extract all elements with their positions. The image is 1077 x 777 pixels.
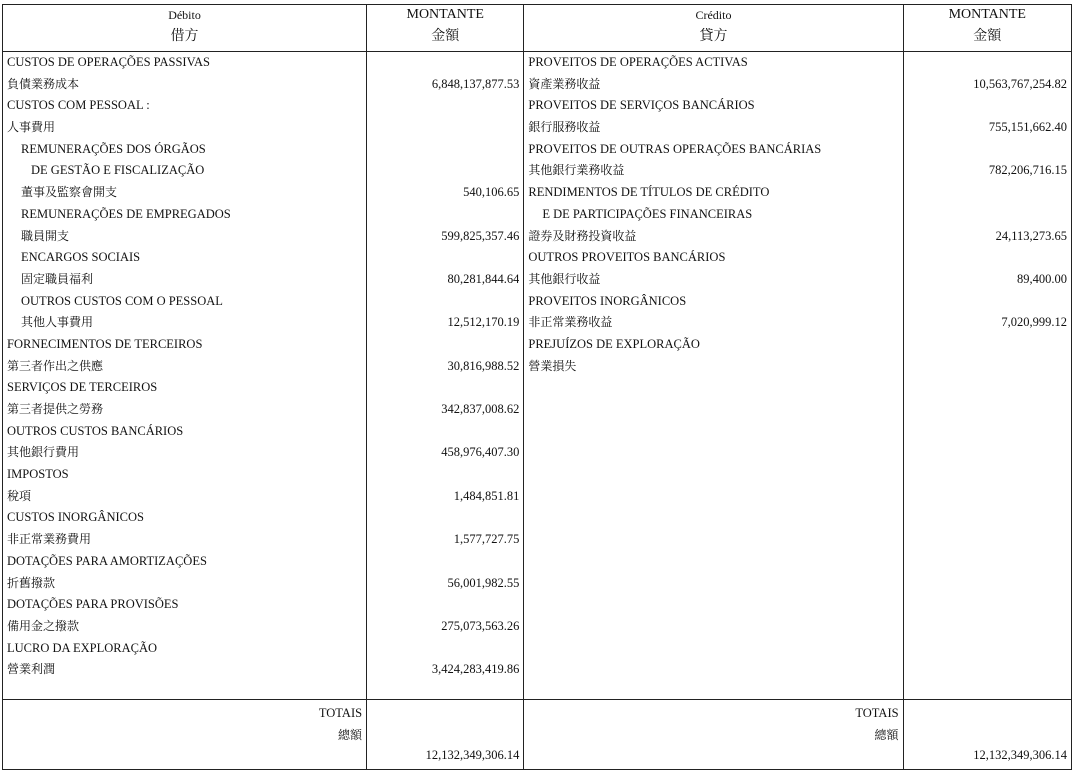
credit-item-amount	[908, 247, 1067, 269]
debit-item-label: CUSTOS DE OPERAÇÕES PASSIVAS	[7, 55, 210, 70]
debit-item-amount	[371, 117, 519, 139]
credit-item-amount: 755,151,662.40	[988, 120, 1067, 135]
debit-item-amount	[371, 507, 519, 529]
debit-item-amount: 1,484,851.81	[453, 488, 520, 503]
credit-items-column	[524, 52, 903, 700]
debit-item-amount: 342,837,008.62	[441, 402, 520, 417]
debit-item-label: DOTAÇÕES PARA AMORTIZAÇÕES	[7, 553, 207, 568]
debit-item-amount	[371, 551, 519, 573]
credit-item-label: 非正常業務收益	[528, 315, 613, 330]
totals-label: TOTAIS	[318, 705, 363, 720]
credit-item-amount	[908, 291, 1067, 313]
credit-item-label: 銀行服務收益	[528, 120, 601, 135]
debit-item-amount: 1,577,727.75	[453, 532, 520, 547]
debit-item-label: 備用金之撥款	[7, 618, 80, 633]
totals-label-zh: 總額	[874, 727, 899, 742]
debit-item-amount	[371, 204, 519, 226]
credit-item-amount: 782,206,716.15	[988, 163, 1067, 178]
amount-header-label-zh: 金額	[973, 28, 1002, 44]
credit-item-amount: 7,020,999.12	[1001, 315, 1067, 330]
debit-item-label: OUTROS CUSTOS COM O PESSOAL	[21, 293, 223, 308]
debit-item-label: 人事費用	[7, 120, 56, 135]
credit-item-label: E DE PARTICIPAÇÕES FINANCEIRAS	[542, 206, 753, 221]
debit-item-label: 其他銀行費用	[7, 445, 80, 460]
debit-item-label: DOTAÇÕES PARA PROVISÕES	[7, 597, 179, 612]
debit-item-label: CUSTOS COM PESSOAL :	[7, 98, 150, 113]
debit-item-label: 第三者提供之勞務	[7, 402, 104, 417]
body-row	[3, 52, 1072, 700]
debit-item-label: OUTROS CUSTOS BANCÁRIOS	[7, 423, 184, 438]
debit-item-amount	[371, 160, 519, 182]
debit-item-label: FORNECIMENTOS DE TERCEIROS	[7, 336, 203, 351]
debit-amount-header	[367, 5, 524, 52]
credit-item-label: PROVEITOS DE SERVIÇOS BANCÁRIOS	[528, 98, 755, 113]
debit-item-amount: 56,001,982.55	[447, 575, 520, 590]
debit-item-amount	[371, 247, 519, 269]
credit-totals-label	[524, 699, 903, 769]
debit-item-label: 其他人事費用	[21, 315, 94, 330]
debit-item-amount	[371, 421, 519, 443]
profit-and-loss-table	[2, 4, 1072, 770]
debit-amounts-column	[367, 52, 524, 700]
debit-item-label: 固定職員福利	[21, 271, 94, 286]
totals-label: TOTAIS	[855, 705, 899, 720]
credit-item-label: PREJUÍZOS DE EXPLORAÇÃO	[528, 336, 700, 351]
debit-item-amount	[371, 334, 519, 356]
credit-item-amount	[908, 334, 1067, 356]
header-row	[3, 5, 1072, 52]
totals-label-zh: 總額	[338, 727, 363, 742]
credit-item-amount	[908, 204, 1067, 226]
debit-totals-label	[3, 699, 367, 769]
debit-item-label: 第三者作出之供應	[7, 358, 104, 373]
debit-item-amount	[371, 638, 519, 660]
credit-item-amount	[908, 95, 1067, 117]
debit-item-amount: 599,825,357.46	[441, 228, 520, 243]
credit-item-amount	[908, 139, 1067, 161]
credit-header-label-zh: 貸方	[699, 28, 728, 44]
credit-item-label: OUTROS PROVEITOS BANCÁRIOS	[528, 250, 726, 265]
debit-header-label-zh: 借方	[170, 28, 199, 44]
amount-header-label: MONTANTE	[948, 7, 1026, 22]
debit-item-amount: 30,816,988.52	[447, 358, 520, 373]
credit-item-label: RENDIMENTOS DE TÍTULOS DE CRÉDITO	[528, 185, 770, 200]
debit-item-label: 營業利潤	[7, 662, 56, 677]
debit-item-amount	[371, 52, 519, 74]
credit-item-amount	[908, 52, 1067, 74]
credit-header	[524, 5, 903, 52]
debit-item-amount	[371, 291, 519, 313]
debit-item-amount: 458,976,407.30	[441, 445, 520, 460]
debit-item-amount: 3,424,283,419.86	[431, 662, 520, 677]
credit-item-amount: 10,563,767,254.82	[973, 76, 1067, 91]
credit-total-amount: 12,132,349,306.14	[903, 699, 1071, 769]
credit-amount-header	[903, 5, 1071, 52]
amount-header-label-zh: 金額	[431, 28, 460, 44]
debit-item-amount	[371, 377, 519, 399]
credit-amounts-column	[903, 52, 1071, 700]
credit-item-label: 證券及財務投資收益	[528, 228, 637, 243]
credit-item-label: PROVEITOS INORGÂNICOS	[528, 293, 687, 308]
credit-item-label: 其他銀行收益	[528, 271, 601, 286]
credit-item-amount: 24,113,273.65	[995, 228, 1067, 243]
credit-item-label: 營業損失	[528, 358, 577, 373]
debit-item-amount: 6,848,137,877.53	[431, 76, 520, 91]
debit-item-amount	[371, 594, 519, 616]
debit-item-label: CUSTOS INORGÂNICOS	[7, 510, 144, 525]
credit-item-label: 資產業務收益	[528, 76, 601, 91]
debit-header	[3, 5, 367, 52]
credit-item-amount	[908, 356, 1067, 378]
totals-row	[3, 699, 1072, 769]
debit-header-label: Débito	[168, 8, 201, 22]
debit-item-label: REMUNERAÇÕES DE EMPREGADOS	[21, 206, 231, 221]
debit-item-amount: 275,073,563.26	[441, 618, 520, 633]
debit-item-amount	[371, 464, 519, 486]
credit-item-label: 其他銀行業務收益	[528, 163, 625, 178]
debit-item-label: REMUNERAÇÕES DOS ÓRGÃOS	[21, 141, 206, 156]
debit-item-amount: 12,512,170.19	[447, 315, 520, 330]
debit-item-amount: 80,281,844.64	[447, 271, 520, 286]
debit-item-label: IMPOSTOS	[7, 467, 69, 482]
debit-item-label: 折舊撥款	[7, 575, 56, 590]
credit-item-amount: 89,400.00	[1017, 271, 1067, 286]
credit-item-label: PROVEITOS DE OPERAÇÕES ACTIVAS	[528, 55, 748, 70]
debit-item-label: 稅項	[7, 488, 32, 503]
debit-item-label: DE GESTÃO E FISCALIZAÇÃO	[31, 163, 205, 178]
amount-header-label: MONTANTE	[406, 7, 484, 22]
debit-item-label: 非正常業務費用	[7, 532, 92, 547]
credit-item-amount	[908, 182, 1067, 204]
credit-header-label: Crédito	[695, 8, 732, 22]
debit-item-label: ENCARGOS SOCIAIS	[21, 250, 141, 265]
debit-item-label: 職員開支	[21, 228, 70, 243]
debit-item-label: SERVIÇOS DE TERCEIROS	[7, 380, 158, 395]
debit-total-amount: 12,132,349,306.14	[367, 699, 524, 769]
credit-item-label: PROVEITOS DE OUTRAS OPERAÇÕES BANCÁRIAS	[528, 141, 822, 156]
debit-items-column	[3, 52, 367, 700]
debit-item-amount: 540,106.65	[463, 185, 520, 200]
debit-item-label: 董事及監察會開支	[21, 185, 118, 200]
debit-item-label: 負債業務成本	[7, 76, 80, 91]
debit-item-label: LUCRO DA EXPLORAÇÃO	[7, 640, 158, 655]
debit-item-amount	[371, 95, 519, 117]
debit-item-amount	[371, 139, 519, 161]
